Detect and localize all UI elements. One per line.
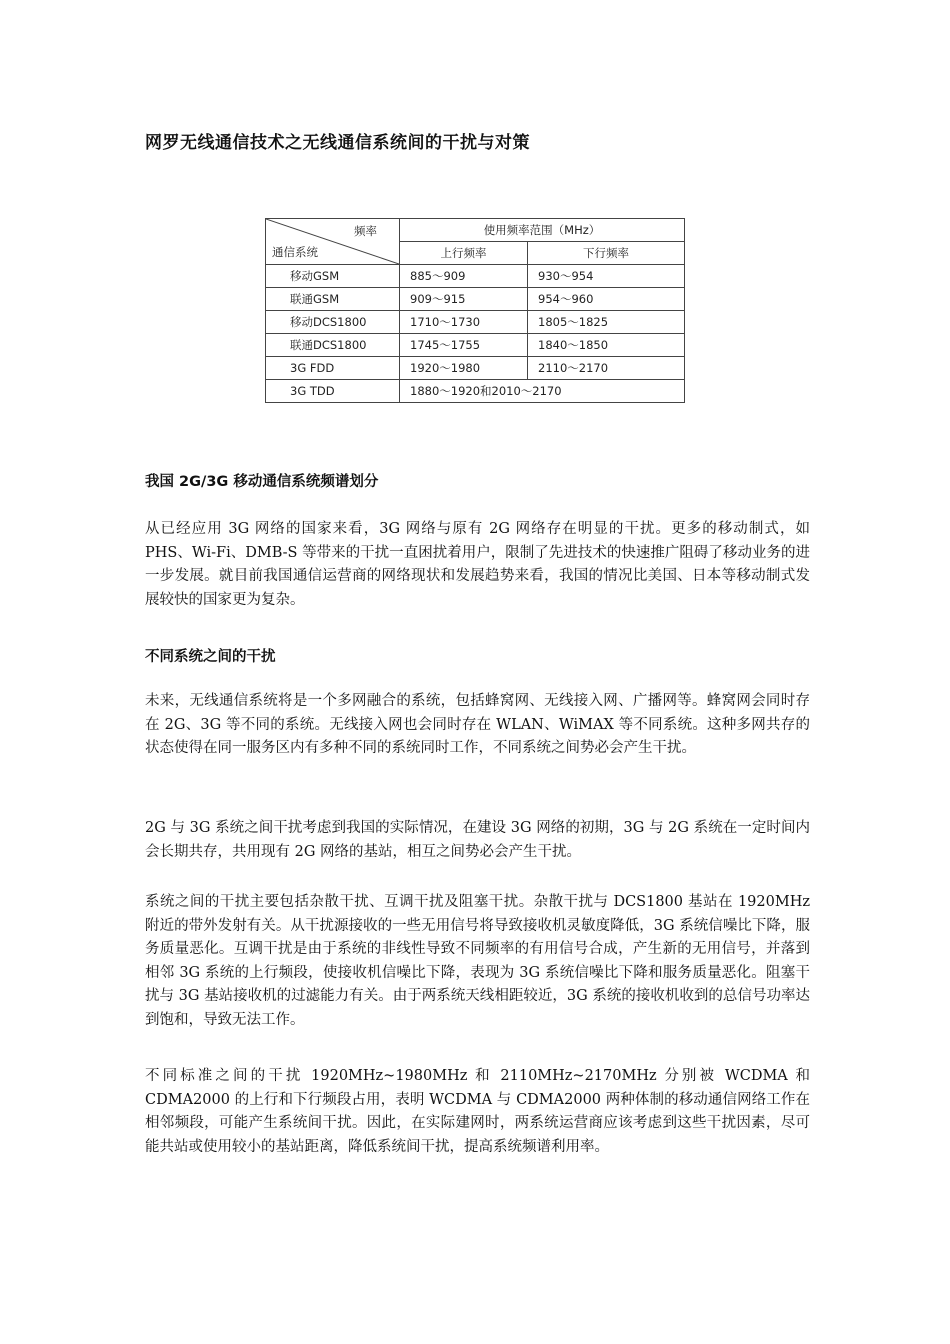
table-cell-down: 954～960 bbox=[528, 288, 685, 311]
table-cell-up: 1745～1755 bbox=[400, 334, 528, 357]
table-cell-down: 1805～1825 bbox=[528, 311, 685, 334]
table-cell-down: 2110～2170 bbox=[528, 357, 685, 380]
table-row bbox=[266, 334, 685, 357]
table-row bbox=[266, 380, 685, 403]
table-cell-system: 联通DCS1800 bbox=[266, 334, 400, 357]
table-row bbox=[266, 357, 685, 380]
table-cell-up: 1710～1730 bbox=[400, 311, 528, 334]
table-cell-down: 930～954 bbox=[528, 265, 685, 288]
table-cell-system: 移动DCS1800 bbox=[266, 311, 400, 334]
paragraph-2g-3g: 2G 与 3G 系统之间干扰考虑到我国的实际情况，在建设 3G 网络的初期，3G 与 2G 系统在一定时间内会长期共存，共用现有 2G 网络的基站，相互之间势必会产生干扰。 bbox=[145, 820, 810, 860]
table-caption: 我国 2G/3G 移动通信系统频谱划分 bbox=[145, 474, 379, 490]
table-cell-up: 885～909 bbox=[400, 265, 528, 288]
header-up: 上行频率 bbox=[400, 242, 528, 265]
paragraph-interference-types: 系统之间的干扰主要包括杂散干扰、互调干扰及阻塞干扰。杂散干扰与 DCS1800 基站在 1920MHz 附近的带外发射有关。从干扰源接收的一些无用信号将导致接收机灵敏度降低，3G 系统信噪比下降，服务质量恶化。互调干扰是由于系统的非线性导致不同频率的有用信号合成，产生新的无用信号，并落到相邻 3G 系统的上行频段，使接收机信噪比下降，表现为 3G 系统信噪比下降和服务质量恶化。阻塞干扰与 3G 基站接收机的过滤能力有关。由于两系统天线相距较近，3G 系统的接收机收到的总信号功率达到饱和，导致无法工作。 bbox=[145, 894, 810, 1028]
table-cell-up: 1920～1980 bbox=[400, 357, 528, 380]
header-freq-label: 频率 bbox=[354, 224, 377, 238]
table-header-row bbox=[266, 219, 685, 242]
table-cell-system: 移动GSM bbox=[266, 265, 400, 288]
diagonal-header-cell bbox=[266, 219, 400, 265]
table-cell-system: 3G TDD bbox=[266, 380, 400, 403]
header-range: 使用频率范围（MHz） bbox=[400, 219, 685, 242]
paragraph-standards: 不同标准之间的干扰 1920MHz~1980MHz 和 2110MHz~2170MHz 分别被 WCDMA 和 CDMA2000 的上行和下行频段占用，表明 WCDMA 与 CDMA2000 两种体制的移动通信网络工作在相邻频段，可能产生系统间干扰。因此，在实际建网时，两系统运营商应该考虑到这些干扰因素，尽可能共站或使用较小的基站距离，降低系统间干扰，提高系统频谱利用率。 bbox=[145, 1068, 810, 1155]
paragraph-multinet: 未来，无线通信系统将是一个多网融合的系统，包括蜂窝网、无线接入网、广播网等。蜂窝网会同时存在 2G、3G 等不同的系统。无线接入网也会同时存在 WLAN、WiMAX 等不同系统。这种多网共存的状态使得在同一服务区内有多种不同的系统同时工作，不同系统之间势必会产生干扰。 bbox=[145, 693, 810, 756]
frequency-table bbox=[265, 218, 685, 403]
header-down: 下行频率 bbox=[528, 242, 685, 265]
paragraph-intro: 从已经应用 3G 网络的国家来看，3G 网络与原有 2G 网络存在明显的干扰。更多的移动制式，如 PHS、Wi-Fi、DMB-S 等带来的干扰一直困扰着用户，限制了先进技术的快速推广阻碍了移动业务的进一步发展。就目前我国通信运营商的网络现状和发展趋势来看，我国的情况比美国、日本等移动制式发展较快的国家更为复杂。 bbox=[145, 521, 810, 608]
table-cell-system: 3G FDD bbox=[266, 357, 400, 380]
page-title: 网罗无线通信技术之无线通信系统间的干扰与对策 bbox=[145, 133, 530, 153]
table-row bbox=[266, 265, 685, 288]
table-row bbox=[266, 288, 685, 311]
table-cell-up: 909～915 bbox=[400, 288, 528, 311]
table-cell-span: 1880～1920和2010～2170 bbox=[400, 380, 685, 403]
section-heading: 不同系统之间的干扰 bbox=[145, 649, 276, 665]
header-sys-label: 通信系统 bbox=[272, 245, 318, 259]
frequency-table-figure bbox=[265, 218, 685, 401]
table-row bbox=[266, 311, 685, 334]
table-cell-down: 1840～1850 bbox=[528, 334, 685, 357]
table-cell-system: 联通GSM bbox=[266, 288, 400, 311]
